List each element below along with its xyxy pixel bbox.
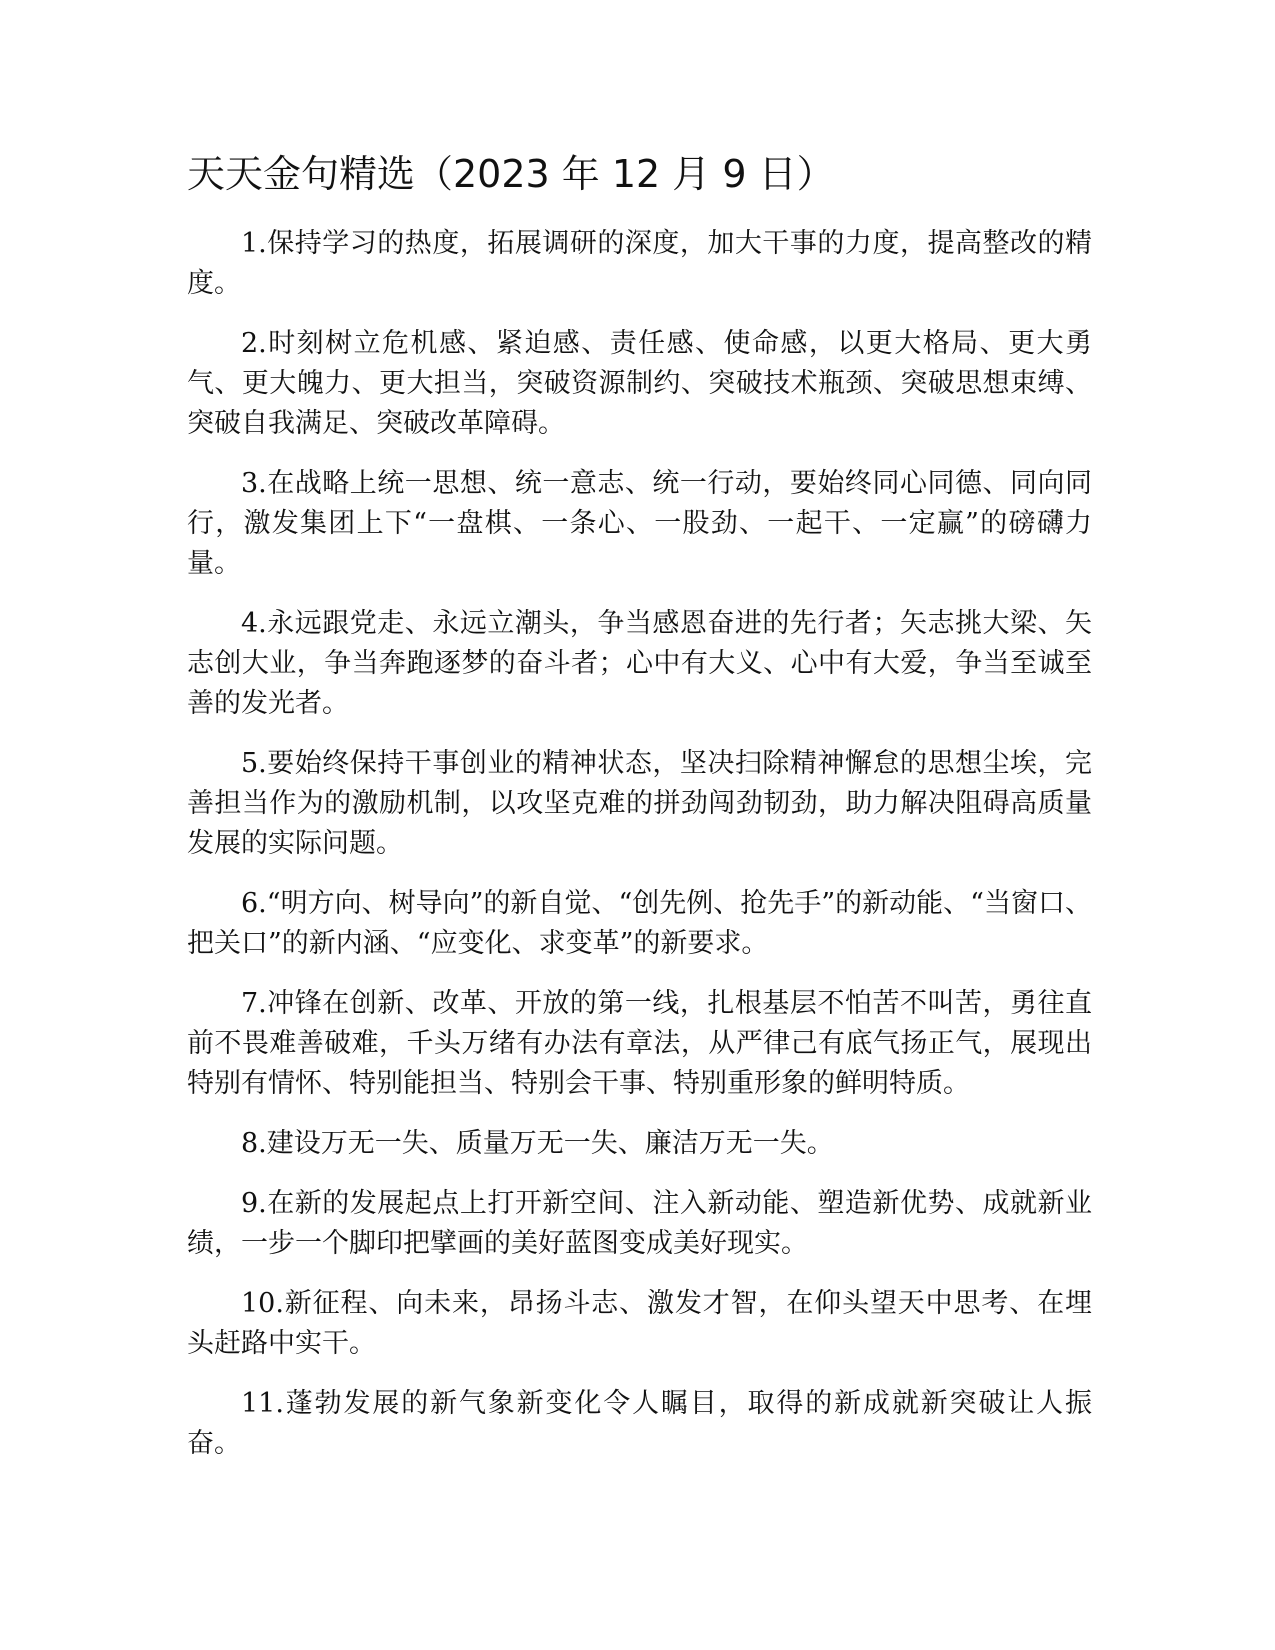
quote-item: 10.新征程、向未来，昂扬斗志、激发才智，在仰头望天中思考、在埋头赶路中实干。 [187, 1288, 1092, 1359]
quote-item: 6.“明方向、树导向”的新自觉、“创先例、抢先手”的新动能、“当窗口、把关口”的新内涵、“应变化、求变革”的新要求。 [187, 888, 1092, 959]
page-title: 天天金句精选（2023 年 12 月 9 日） [187, 152, 835, 196]
quote-item: 8.建设万无一失、质量万无一失、廉洁万无一失。 [241, 1128, 834, 1159]
quote-item: 1.保持学习的热度，拓展调研的深度，加大干事的力度，提高整改的精度。 [187, 228, 1092, 299]
document-page [187, 150, 1092, 1484]
quote-item: 7.冲锋在创新、改革、开放的第一线，扎根基层不怕苦不叫苦，勇往直前不畏难善破难，千头万绪有办法有章法，从严律己有底气扬正气，展现出特别有情怀、特别能担当、特别会干事、特别重形象的鲜明特质。 [187, 988, 1092, 1099]
quote-item: 2.时刻树立危机感、紧迫感、责任感、使命感，以更大格局、更大勇气、更大魄力、更大担当，突破资源制约、突破技术瓶颈、突破思想束缚、突破自我满足、突破改革障碍。 [187, 328, 1092, 439]
quote-item: 9.在新的发展起点上打开新空间、注入新动能、塑造新优势、成就新业绩，一步一个脚印把擘画的美好蓝图变成美好现实。 [187, 1188, 1092, 1259]
quote-item: 5.要始终保持干事创业的精神状态，坚决扫除精神懈怠的思想尘埃，完善担当作为的激励机制，以攻坚克难的拼劲闯劲韧劲，助力解决阻碍高质量发展的实际问题。 [187, 748, 1092, 859]
quote-item: 4.永远跟党走、永远立潮头，争当感恩奋进的先行者；矢志挑大梁、矢志创大业，争当奔跑逐梦的奋斗者；心中有大义、心中有大爱，争当至诚至善的发光者。 [187, 608, 1092, 719]
quote-item: 3.在战略上统一思想、统一意志、统一行动，要始终同心同德、同向同行，激发集团上下“一盘棋、一条心、一股劲、一起干、一定赢”的磅礴力量。 [187, 468, 1092, 579]
quote-item: 11.蓬勃发展的新气象新变化令人瞩目，取得的新成就新突破让人振奋。 [187, 1388, 1092, 1459]
